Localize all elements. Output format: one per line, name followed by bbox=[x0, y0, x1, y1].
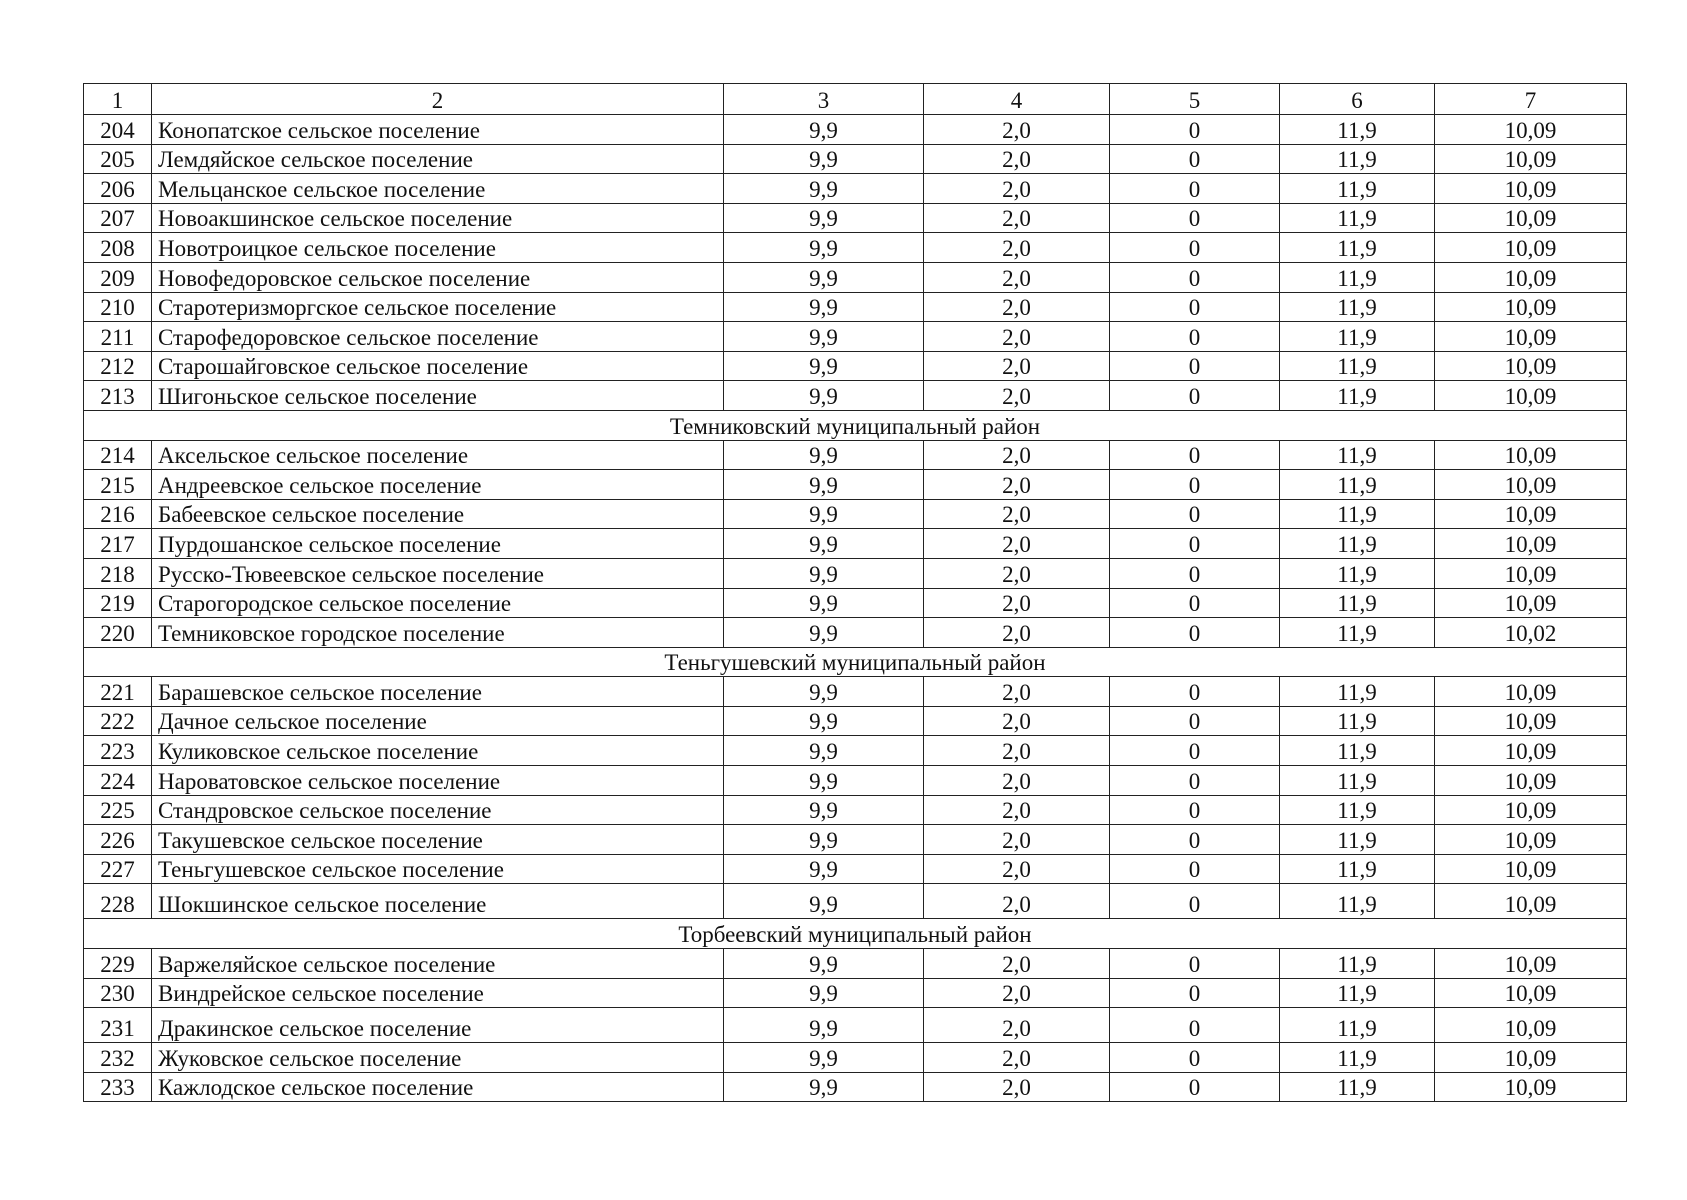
table-row bbox=[84, 115, 1627, 145]
table-row bbox=[84, 978, 1627, 1008]
value-col-6: 11,9 bbox=[1280, 233, 1435, 263]
row-number: 225 bbox=[84, 795, 152, 825]
settlement-name: Новофедоровское сельское поселение bbox=[152, 262, 724, 292]
row-number: 208 bbox=[84, 233, 152, 263]
value-col-3: 9,9 bbox=[724, 115, 924, 145]
row-number: 210 bbox=[84, 292, 152, 322]
value-col-7: 10,09 bbox=[1435, 588, 1627, 618]
value-col-5: 0 bbox=[1110, 825, 1280, 855]
value-col-6: 11,9 bbox=[1280, 529, 1435, 559]
value-col-5: 0 bbox=[1110, 949, 1280, 979]
value-col-3: 9,9 bbox=[724, 736, 924, 766]
settlement-name: Такушевское сельское поселение bbox=[152, 825, 724, 855]
table-row bbox=[84, 499, 1627, 529]
row-number: 207 bbox=[84, 203, 152, 233]
value-col-7: 10,09 bbox=[1435, 292, 1627, 322]
value-col-7: 10,09 bbox=[1435, 174, 1627, 204]
value-col-3: 9,9 bbox=[724, 884, 924, 919]
table-row bbox=[84, 706, 1627, 736]
value-col-5: 0 bbox=[1110, 1008, 1280, 1043]
value-col-7: 10,09 bbox=[1435, 381, 1627, 411]
row-number: 226 bbox=[84, 825, 152, 855]
value-col-3: 9,9 bbox=[724, 706, 924, 736]
section-header-row bbox=[84, 410, 1627, 440]
header-cell-5: 5 bbox=[1110, 84, 1280, 115]
value-col-6: 11,9 bbox=[1280, 618, 1435, 648]
row-number: 211 bbox=[84, 322, 152, 352]
value-col-3: 9,9 bbox=[724, 440, 924, 470]
value-col-6: 11,9 bbox=[1280, 499, 1435, 529]
value-col-3: 9,9 bbox=[724, 949, 924, 979]
value-col-4: 2,0 bbox=[924, 174, 1110, 204]
value-col-3: 9,9 bbox=[724, 854, 924, 884]
row-number: 220 bbox=[84, 618, 152, 648]
value-col-5: 0 bbox=[1110, 233, 1280, 263]
row-number: 216 bbox=[84, 499, 152, 529]
value-col-6: 11,9 bbox=[1280, 558, 1435, 588]
value-col-3: 9,9 bbox=[724, 470, 924, 500]
value-col-7: 10,09 bbox=[1435, 1008, 1627, 1043]
settlement-name: Старофедоровское сельское поселение bbox=[152, 322, 724, 352]
value-col-3: 9,9 bbox=[724, 558, 924, 588]
settlement-name: Дачное сельское поселение bbox=[152, 706, 724, 736]
value-col-4: 2,0 bbox=[924, 1008, 1110, 1043]
table-body bbox=[84, 84, 1627, 1102]
row-number: 219 bbox=[84, 588, 152, 618]
value-col-5: 0 bbox=[1110, 588, 1280, 618]
section-header-row bbox=[84, 647, 1627, 677]
row-number: 205 bbox=[84, 144, 152, 174]
value-col-7: 10,09 bbox=[1435, 440, 1627, 470]
row-number: 204 bbox=[84, 115, 152, 145]
value-col-5: 0 bbox=[1110, 529, 1280, 559]
value-col-5: 0 bbox=[1110, 262, 1280, 292]
value-col-5: 0 bbox=[1110, 470, 1280, 500]
settlement-name: Виндрейское сельское поселение bbox=[152, 978, 724, 1008]
row-number: 218 bbox=[84, 558, 152, 588]
table-row bbox=[84, 736, 1627, 766]
value-col-3: 9,9 bbox=[724, 262, 924, 292]
value-col-3: 9,9 bbox=[724, 978, 924, 1008]
settlement-name: Дракинское сельское поселение bbox=[152, 1008, 724, 1043]
value-col-7: 10,02 bbox=[1435, 618, 1627, 648]
value-col-6: 11,9 bbox=[1280, 440, 1435, 470]
value-col-5: 0 bbox=[1110, 677, 1280, 707]
value-col-5: 0 bbox=[1110, 1072, 1280, 1102]
value-col-4: 2,0 bbox=[924, 706, 1110, 736]
settlement-name: Нароватовское сельское поселение bbox=[152, 766, 724, 796]
row-number: 229 bbox=[84, 949, 152, 979]
value-col-5: 0 bbox=[1110, 351, 1280, 381]
table-row bbox=[84, 262, 1627, 292]
table-row bbox=[84, 1008, 1627, 1043]
settlement-name: Шокшинское сельское поселение bbox=[152, 884, 724, 919]
table-row bbox=[84, 766, 1627, 796]
table-row bbox=[84, 825, 1627, 855]
row-number: 206 bbox=[84, 174, 152, 204]
table-row bbox=[84, 381, 1627, 411]
value-col-3: 9,9 bbox=[724, 233, 924, 263]
settlement-name: Кажлодское сельское поселение bbox=[152, 1072, 724, 1102]
header-cell-7: 7 bbox=[1435, 84, 1627, 115]
row-number: 222 bbox=[84, 706, 152, 736]
value-col-3: 9,9 bbox=[724, 1043, 924, 1073]
value-col-6: 11,9 bbox=[1280, 825, 1435, 855]
settlement-name: Старогородское сельское поселение bbox=[152, 588, 724, 618]
table-row bbox=[84, 203, 1627, 233]
value-col-5: 0 bbox=[1110, 854, 1280, 884]
row-number: 214 bbox=[84, 440, 152, 470]
value-col-3: 9,9 bbox=[724, 677, 924, 707]
value-col-5: 0 bbox=[1110, 884, 1280, 919]
settlement-name: Конопатское сельское поселение bbox=[152, 115, 724, 145]
value-col-7: 10,09 bbox=[1435, 706, 1627, 736]
value-col-7: 10,09 bbox=[1435, 825, 1627, 855]
value-col-3: 9,9 bbox=[724, 1008, 924, 1043]
section-header-row bbox=[84, 919, 1627, 949]
header-row bbox=[84, 84, 1627, 115]
value-col-5: 0 bbox=[1110, 558, 1280, 588]
value-col-6: 11,9 bbox=[1280, 1043, 1435, 1073]
row-number: 221 bbox=[84, 677, 152, 707]
value-col-7: 10,09 bbox=[1435, 322, 1627, 352]
table-row bbox=[84, 233, 1627, 263]
value-col-4: 2,0 bbox=[924, 618, 1110, 648]
value-col-4: 2,0 bbox=[924, 292, 1110, 322]
row-number: 223 bbox=[84, 736, 152, 766]
value-col-4: 2,0 bbox=[924, 558, 1110, 588]
table-row bbox=[84, 677, 1627, 707]
settlement-name: Старотеризморгское сельское поселение bbox=[152, 292, 724, 322]
settlement-name: Пурдошанское сельское поселение bbox=[152, 529, 724, 559]
value-col-7: 10,09 bbox=[1435, 470, 1627, 500]
value-col-6: 11,9 bbox=[1280, 588, 1435, 618]
value-col-7: 10,09 bbox=[1435, 884, 1627, 919]
value-col-6: 11,9 bbox=[1280, 144, 1435, 174]
table-row bbox=[84, 351, 1627, 381]
value-col-4: 2,0 bbox=[924, 854, 1110, 884]
header-cell-4: 4 bbox=[924, 84, 1110, 115]
row-number: 232 bbox=[84, 1043, 152, 1073]
settlement-name: Стандровское сельское поселение bbox=[152, 795, 724, 825]
value-col-4: 2,0 bbox=[924, 1072, 1110, 1102]
value-col-6: 11,9 bbox=[1280, 854, 1435, 884]
value-col-4: 2,0 bbox=[924, 233, 1110, 263]
settlement-name: Русско-Тювеевское сельское поселение bbox=[152, 558, 724, 588]
settlement-name: Теньгушевское сельское поселение bbox=[152, 854, 724, 884]
table-row bbox=[84, 558, 1627, 588]
settlement-name: Темниковское городское поселение bbox=[152, 618, 724, 648]
row-number: 209 bbox=[84, 262, 152, 292]
value-col-7: 10,09 bbox=[1435, 351, 1627, 381]
value-col-6: 11,9 bbox=[1280, 677, 1435, 707]
settlement-name: Новотроицкое сельское поселение bbox=[152, 233, 724, 263]
value-col-7: 10,09 bbox=[1435, 233, 1627, 263]
value-col-6: 11,9 bbox=[1280, 292, 1435, 322]
value-col-5: 0 bbox=[1110, 144, 1280, 174]
value-col-3: 9,9 bbox=[724, 499, 924, 529]
data-table bbox=[83, 83, 1627, 1102]
table-row bbox=[84, 884, 1627, 919]
settlement-name: Лемдяйское сельское поселение bbox=[152, 144, 724, 174]
value-col-4: 2,0 bbox=[924, 203, 1110, 233]
value-col-6: 11,9 bbox=[1280, 1008, 1435, 1043]
value-col-5: 0 bbox=[1110, 736, 1280, 766]
row-number: 217 bbox=[84, 529, 152, 559]
value-col-6: 11,9 bbox=[1280, 115, 1435, 145]
value-col-4: 2,0 bbox=[924, 677, 1110, 707]
value-col-3: 9,9 bbox=[724, 795, 924, 825]
value-col-5: 0 bbox=[1110, 618, 1280, 648]
settlement-name: Мельцанское сельское поселение bbox=[152, 174, 724, 204]
value-col-7: 10,09 bbox=[1435, 203, 1627, 233]
value-col-7: 10,09 bbox=[1435, 1072, 1627, 1102]
table-row bbox=[84, 1043, 1627, 1073]
value-col-4: 2,0 bbox=[924, 115, 1110, 145]
value-col-7: 10,09 bbox=[1435, 115, 1627, 145]
value-col-5: 0 bbox=[1110, 440, 1280, 470]
value-col-7: 10,09 bbox=[1435, 529, 1627, 559]
value-col-6: 11,9 bbox=[1280, 795, 1435, 825]
row-number: 212 bbox=[84, 351, 152, 381]
value-col-4: 2,0 bbox=[924, 736, 1110, 766]
table-row bbox=[84, 292, 1627, 322]
value-col-4: 2,0 bbox=[924, 884, 1110, 919]
value-col-4: 2,0 bbox=[924, 978, 1110, 1008]
value-col-6: 11,9 bbox=[1280, 706, 1435, 736]
header-cell-6: 6 bbox=[1280, 84, 1435, 115]
value-col-6: 11,9 bbox=[1280, 351, 1435, 381]
value-col-4: 2,0 bbox=[924, 949, 1110, 979]
row-number: 215 bbox=[84, 470, 152, 500]
value-col-7: 10,09 bbox=[1435, 766, 1627, 796]
table-row bbox=[84, 322, 1627, 352]
value-col-5: 0 bbox=[1110, 381, 1280, 411]
table-row bbox=[84, 440, 1627, 470]
value-col-5: 0 bbox=[1110, 115, 1280, 145]
value-col-5: 0 bbox=[1110, 203, 1280, 233]
settlement-name: Жуковское сельское поселение bbox=[152, 1043, 724, 1073]
value-col-5: 0 bbox=[1110, 978, 1280, 1008]
value-col-3: 9,9 bbox=[724, 825, 924, 855]
table-row bbox=[84, 1072, 1627, 1102]
value-col-6: 11,9 bbox=[1280, 1072, 1435, 1102]
value-col-3: 9,9 bbox=[724, 618, 924, 648]
value-col-4: 2,0 bbox=[924, 825, 1110, 855]
settlement-name: Новоакшинское сельское поселение bbox=[152, 203, 724, 233]
value-col-4: 2,0 bbox=[924, 529, 1110, 559]
header-cell-1: 1 bbox=[84, 84, 152, 115]
settlement-name: Бабеевское сельское поселение bbox=[152, 499, 724, 529]
table-row bbox=[84, 795, 1627, 825]
settlement-name: Аксельское сельское поселение bbox=[152, 440, 724, 470]
value-col-3: 9,9 bbox=[724, 766, 924, 796]
value-col-7: 10,09 bbox=[1435, 949, 1627, 979]
value-col-7: 10,09 bbox=[1435, 736, 1627, 766]
table-row bbox=[84, 529, 1627, 559]
value-col-6: 11,9 bbox=[1280, 174, 1435, 204]
value-col-4: 2,0 bbox=[924, 795, 1110, 825]
row-number: 213 bbox=[84, 381, 152, 411]
value-col-5: 0 bbox=[1110, 322, 1280, 352]
section-title: Темниковский муниципальный район bbox=[84, 410, 1627, 440]
value-col-3: 9,9 bbox=[724, 588, 924, 618]
value-col-6: 11,9 bbox=[1280, 766, 1435, 796]
value-col-7: 10,09 bbox=[1435, 978, 1627, 1008]
section-title: Теньгушевский муниципальный район bbox=[84, 647, 1627, 677]
value-col-7: 10,09 bbox=[1435, 795, 1627, 825]
header-cell-3: 3 bbox=[724, 84, 924, 115]
value-col-3: 9,9 bbox=[724, 322, 924, 352]
value-col-3: 9,9 bbox=[724, 203, 924, 233]
value-col-3: 9,9 bbox=[724, 292, 924, 322]
value-col-4: 2,0 bbox=[924, 499, 1110, 529]
value-col-7: 10,09 bbox=[1435, 144, 1627, 174]
value-col-7: 10,09 bbox=[1435, 854, 1627, 884]
value-col-6: 11,9 bbox=[1280, 381, 1435, 411]
settlement-name: Барашевское сельское поселение bbox=[152, 677, 724, 707]
value-col-7: 10,09 bbox=[1435, 499, 1627, 529]
value-col-6: 11,9 bbox=[1280, 884, 1435, 919]
value-col-7: 10,09 bbox=[1435, 677, 1627, 707]
value-col-3: 9,9 bbox=[724, 1072, 924, 1102]
row-number: 233 bbox=[84, 1072, 152, 1102]
value-col-6: 11,9 bbox=[1280, 949, 1435, 979]
row-number: 231 bbox=[84, 1008, 152, 1043]
value-col-4: 2,0 bbox=[924, 766, 1110, 796]
value-col-7: 10,09 bbox=[1435, 558, 1627, 588]
table-row bbox=[84, 588, 1627, 618]
settlement-name: Шигоньское сельское поселение bbox=[152, 381, 724, 411]
value-col-3: 9,9 bbox=[724, 174, 924, 204]
row-number: 224 bbox=[84, 766, 152, 796]
value-col-5: 0 bbox=[1110, 174, 1280, 204]
settlement-name: Варжеляйское сельское поселение bbox=[152, 949, 724, 979]
value-col-5: 0 bbox=[1110, 292, 1280, 322]
value-col-6: 11,9 bbox=[1280, 203, 1435, 233]
value-col-6: 11,9 bbox=[1280, 736, 1435, 766]
value-col-4: 2,0 bbox=[924, 381, 1110, 411]
value-col-5: 0 bbox=[1110, 766, 1280, 796]
value-col-3: 9,9 bbox=[724, 351, 924, 381]
value-col-6: 11,9 bbox=[1280, 262, 1435, 292]
value-col-3: 9,9 bbox=[724, 529, 924, 559]
value-col-5: 0 bbox=[1110, 1043, 1280, 1073]
value-col-4: 2,0 bbox=[924, 470, 1110, 500]
row-number: 230 bbox=[84, 978, 152, 1008]
value-col-5: 0 bbox=[1110, 706, 1280, 736]
row-number: 227 bbox=[84, 854, 152, 884]
value-col-4: 2,0 bbox=[924, 588, 1110, 618]
settlement-name: Андреевское сельское поселение bbox=[152, 470, 724, 500]
table-row bbox=[84, 144, 1627, 174]
settlement-name: Старошайговское сельское поселение bbox=[152, 351, 724, 381]
value-col-5: 0 bbox=[1110, 795, 1280, 825]
settlement-name: Куликовское сельское поселение bbox=[152, 736, 724, 766]
row-number: 228 bbox=[84, 884, 152, 919]
value-col-4: 2,0 bbox=[924, 1043, 1110, 1073]
table-row bbox=[84, 618, 1627, 648]
table-row bbox=[84, 174, 1627, 204]
header-cell-2: 2 bbox=[152, 84, 724, 115]
section-title: Торбеевский муниципальный район bbox=[84, 919, 1627, 949]
table-row bbox=[84, 949, 1627, 979]
value-col-6: 11,9 bbox=[1280, 978, 1435, 1008]
value-col-4: 2,0 bbox=[924, 440, 1110, 470]
value-col-4: 2,0 bbox=[924, 322, 1110, 352]
table-row bbox=[84, 470, 1627, 500]
value-col-4: 2,0 bbox=[924, 262, 1110, 292]
value-col-6: 11,9 bbox=[1280, 322, 1435, 352]
value-col-5: 0 bbox=[1110, 499, 1280, 529]
value-col-4: 2,0 bbox=[924, 144, 1110, 174]
value-col-4: 2,0 bbox=[924, 351, 1110, 381]
value-col-7: 10,09 bbox=[1435, 1043, 1627, 1073]
value-col-3: 9,9 bbox=[724, 381, 924, 411]
value-col-7: 10,09 bbox=[1435, 262, 1627, 292]
value-col-3: 9,9 bbox=[724, 144, 924, 174]
table-row bbox=[84, 854, 1627, 884]
value-col-6: 11,9 bbox=[1280, 470, 1435, 500]
